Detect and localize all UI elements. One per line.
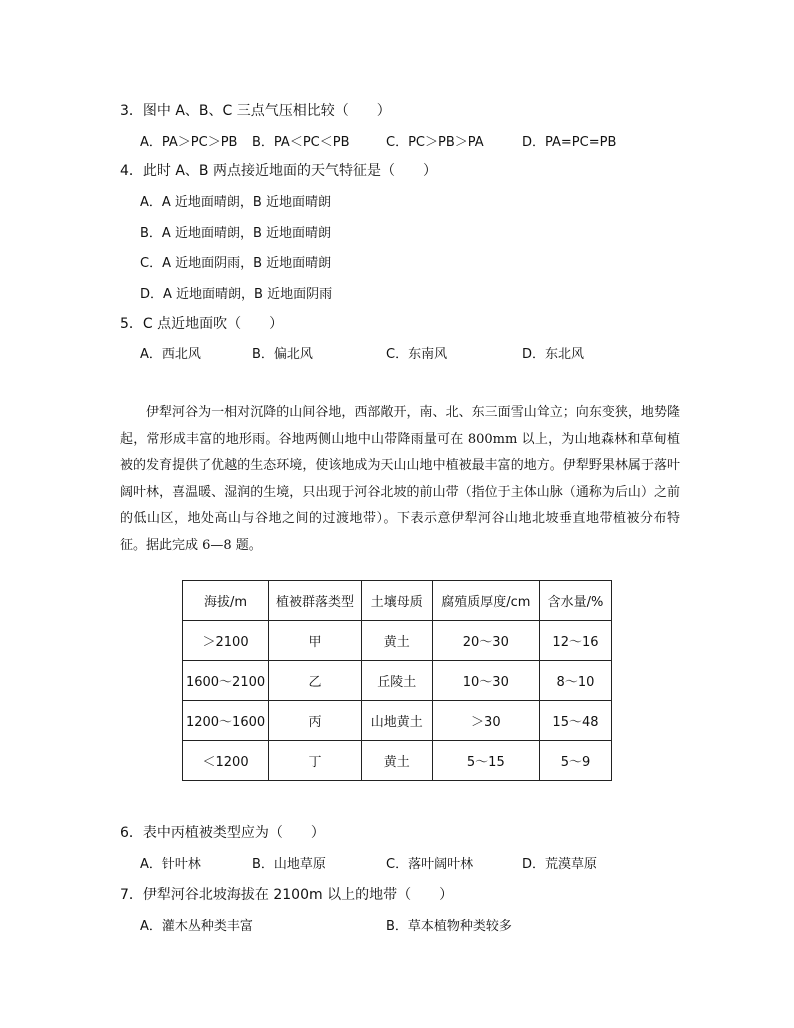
table-cell: 山地黄土 (361, 701, 432, 741)
table-header-cell: 腐殖质厚度/cm (432, 581, 539, 621)
table-cell: 15～48 (539, 701, 611, 741)
table-cell: 20～30 (432, 621, 539, 661)
vegetation-table (182, 580, 612, 781)
table-cell: ＜1200 (183, 741, 269, 781)
table-cell: 乙 (269, 661, 362, 701)
question-7-stem: 7．伊犁河谷北坡海拔在 2100m 以上的地带（ ） (120, 887, 454, 903)
question-7-option-a: A．灌木丛种类丰富 (140, 919, 253, 934)
question-4-stem: 4．此时 A、B 两点接近地面的天气特征是（ ） (120, 163, 437, 179)
question-4-option-d: D．A 近地面晴朗，B 近地面阴雨 (140, 287, 333, 302)
table-cell: 丁 (269, 741, 362, 781)
question-4-option-b: B．A 近地面晴朗，B 近地面晴朗 (140, 226, 331, 241)
question-7-option-b: B．草本植物种类较多 (386, 919, 512, 934)
table-cell: 丘陵土 (361, 661, 432, 701)
table-header-row (183, 581, 612, 621)
question-5-option-a: A．西北风 (140, 347, 201, 362)
table-cell: 丙 (269, 701, 362, 741)
table-cell: 甲 (269, 621, 362, 661)
table-cell: 5～9 (539, 741, 611, 781)
question-5-stem: 5．C 点近地面吹（ ） (120, 316, 284, 332)
question-6-option-a: A．针叶林 (140, 857, 201, 872)
table-cell: 12～16 (539, 621, 611, 661)
table-row (183, 621, 612, 661)
question-3-option-a: A．PA＞PC＞PB (140, 135, 238, 150)
table-header-cell: 海拔/m (183, 581, 269, 621)
table-cell: ＞2100 (183, 621, 269, 661)
table-row (183, 701, 612, 741)
question-4-option-a: A．A 近地面晴朗，B 近地面晴朗 (140, 195, 331, 210)
table-cell: ＞30 (432, 701, 539, 741)
table-cell: 黄土 (361, 741, 432, 781)
table-header-cell: 植被群落类型 (269, 581, 362, 621)
table-cell: 8～10 (539, 661, 611, 701)
table-cell: 1200～1600 (183, 701, 269, 741)
table-header-cell: 土壤母质 (361, 581, 432, 621)
question-5-option-b: B．偏北风 (252, 347, 313, 362)
table-row (183, 661, 612, 701)
question-3-option-d: D．PA=PC=PB (522, 135, 617, 150)
question-5-option-d: D．东北风 (522, 347, 585, 362)
question-6-option-c: C．落叶阔叶林 (386, 857, 474, 872)
table-cell: 黄土 (361, 621, 432, 661)
question-6-option-b: B．山地草原 (252, 857, 326, 872)
reading-passage: 伊犁河谷为一相对沉降的山间谷地，西部敞开，南、北、东三面雪山耸立；向东变狭，地势隆起，常形成丰富的地形雨。谷地两侧山地中山带降雨量可在 800mm 以上，为山地森林和草甸植被的发育提供了优越的生态环境，使该地成为天山山地中植被最丰富的地方。伊犁野果林属于落叶阔叶林，喜温暖、湿润的生境，只出现于河谷北坡的前山带（指位于主体山脉（通称为后山）之前的低山区，地处高山与谷地之间的过渡地带）。下表示意伊犁河谷山地北坡垂直地带植被分布特征。据此完成 6—8 题。 (120, 405, 680, 553)
question-6-option-d: D．荒漠草原 (522, 857, 598, 872)
question-6-stem: 6．表中丙植被类型应为（ ） (120, 825, 325, 841)
table-cell: 1600～2100 (183, 661, 269, 701)
question-3-option-b: B．PA＜PC＜PB (252, 135, 350, 150)
table-header-cell: 含水量/% (539, 581, 611, 621)
table-cell: 5～15 (432, 741, 539, 781)
question-3-stem: 3．图中 A、B、C 三点气压相比较（ ） (120, 103, 391, 119)
table-cell: 10～30 (432, 661, 539, 701)
question-4-option-c: C．A 近地面阴雨，B 近地面晴朗 (140, 256, 332, 271)
question-3-option-c: C．PC＞PB＞PA (386, 135, 484, 150)
table-row (183, 741, 612, 781)
question-5-option-c: C．东南风 (386, 347, 448, 362)
